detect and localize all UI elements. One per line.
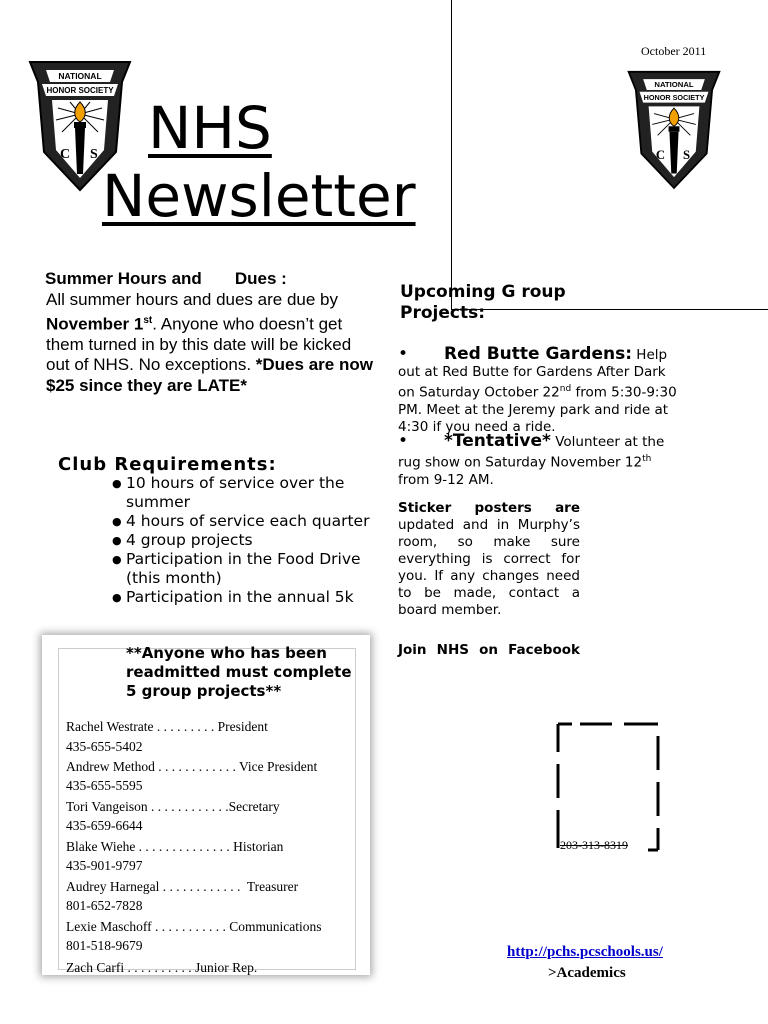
project-text: Help out at Red Butte for Gardens After Dark on Saturday October 22 [398, 347, 668, 401]
phone-number-label: 203-313-8319 [560, 838, 628, 852]
officer-line: Audrey Harnegal . . . . . . . . . . . . Treasurer [66, 879, 299, 894]
school-website-link[interactable]: http://pchs.pcschools.us/ [507, 944, 663, 960]
officer-line: Lexie Maschoff . . . . . . . . . . . Communications [66, 919, 322, 934]
officer-phone: 435-655-5595 [66, 778, 143, 793]
requirement-item: ● Participation in the Food Drive (this month) [112, 550, 372, 588]
requirement-item: ● Participation in the annual 5k [112, 588, 372, 607]
sticker-posters-note [398, 500, 580, 619]
summer-late-notice: *Dues are now $25 since they are LATE* [46, 355, 373, 395]
officer-line: Rachel Westrate . . . . . . . . . President [66, 719, 268, 734]
requirements-list [112, 474, 372, 607]
officer-phone: 435-655-5402 [66, 739, 143, 754]
summer-body [46, 290, 376, 396]
project-title: *Tentative* [444, 431, 551, 451]
requirement-item: ● 4 hours of service each quarter [112, 512, 372, 531]
officer-line: Blake Wiehe . . . . . . . . . . . . . . Historian [66, 839, 284, 854]
project-sup: nd [559, 384, 572, 394]
summer-heading: Summer Hours and Dues : [45, 269, 287, 288]
title-newsletter: Newsletter [102, 162, 416, 230]
project-rug-show [398, 433, 680, 489]
project-text: from 5:30-9:30 PM. Meet at the Jeremy park and ride at 4:30 if you need a ride. [398, 384, 677, 435]
svg-text:C: C [655, 147, 666, 162]
officer-phone: 435-659-6644 [66, 818, 143, 833]
officer-phone: 801-518-9679 [66, 938, 143, 953]
logo-text-honor-society: HONOR SOCIETY [643, 92, 705, 102]
summer-text-1: All summer hours and dues are due by [46, 290, 338, 309]
requirement-item: ● 10 hours of service over the summer [112, 474, 372, 512]
bullet: • [398, 431, 409, 451]
issue-date: October 2011 [641, 44, 707, 58]
title-nhs: NHS [148, 94, 272, 162]
sticker-lead: Sticker posters are [398, 500, 580, 516]
summer-due-sup: st [143, 314, 153, 326]
project-text: Volunteer at the rug show on Saturday November 12 [398, 434, 665, 471]
officer-phone: 801-652-7828 [66, 898, 143, 913]
readmitted-notice: **Anyone who has been readmitted must complete 5 group projects** [126, 644, 352, 700]
facebook-note: Join NHS on Facebook [398, 642, 580, 658]
officer-line: Tori Vangeison . . . . . . . . . . . .Secretary [66, 799, 280, 814]
logo-text-honor-society: HONOR SOCIETY [46, 86, 114, 95]
project-red-butte [398, 346, 680, 436]
project-sup: th [642, 454, 652, 464]
summer-text-2: . Anyone who doesn’t get them turned in by this date will be kicked out of NHS. No exceptions. [46, 314, 352, 375]
logo-text-national: NATIONAL [654, 80, 694, 90]
officer-phone: 435-901-9797 [66, 858, 143, 873]
svg-text:S: S [683, 147, 691, 162]
academics-label: >Academics [548, 965, 626, 981]
club-requirements-heading: Club Requirements: [58, 454, 277, 475]
officer-line: Zach Carfi . . . . . . . . . . Junior Rep. [66, 960, 258, 975]
sticker-body: updated and in Murphy’s room, so make sure everything is correct for you. If any changes need to be made, contact a board member. [398, 517, 580, 618]
project-title: Red Butte Gardens: [444, 344, 632, 364]
officer-line: Andrew Method . . . . . . . . . . . . Vice President [66, 759, 318, 774]
logo-text-national: NATIONAL [58, 71, 102, 81]
svg-text:C: C [60, 147, 71, 162]
svg-text:S: S [90, 147, 98, 162]
bullet: • [398, 344, 409, 364]
image-placeholder [552, 718, 664, 854]
projects-heading: Upcoming G roup Projects: [400, 282, 566, 323]
nhs-logo-right [625, 66, 723, 192]
project-text: from 9-12 AM. [398, 471, 494, 488]
summer-due-date: November 1 [46, 314, 144, 334]
requirement-item: ● 4 group projects [112, 531, 372, 550]
